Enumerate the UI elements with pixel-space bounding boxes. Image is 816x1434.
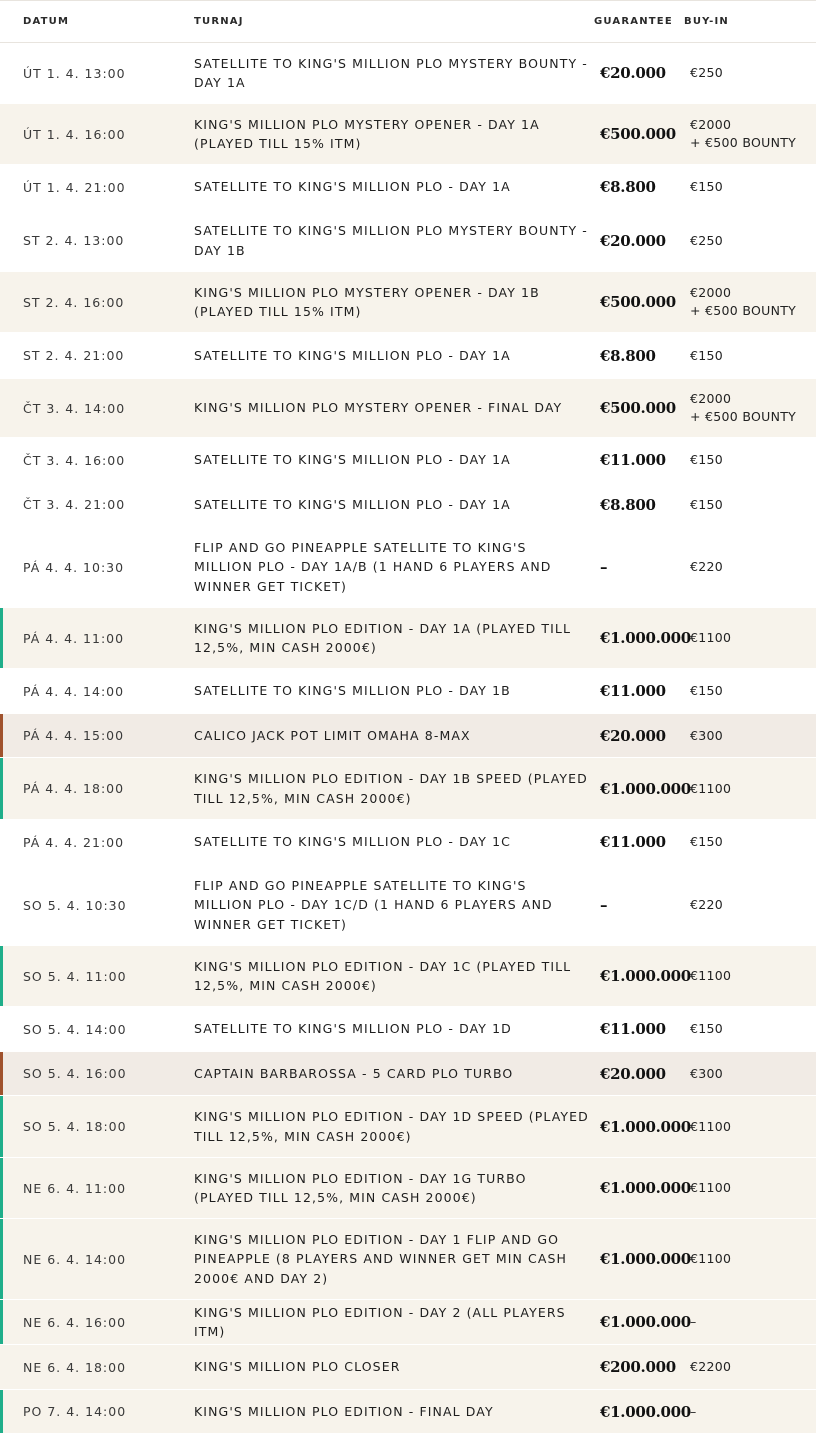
row-buyin-line: – bbox=[690, 1403, 697, 1419]
row-buyin-line: €2000 bbox=[690, 285, 732, 300]
row-guarantee: €20.000 bbox=[600, 726, 666, 745]
row-date: ČT 3. 4. 16:00 bbox=[23, 452, 126, 468]
row-date: NE 6. 4. 14:00 bbox=[23, 1251, 127, 1267]
table-row[interactable] bbox=[0, 165, 816, 210]
table-row[interactable] bbox=[0, 946, 816, 1007]
row-buyin bbox=[690, 1358, 816, 1376]
row-buyin bbox=[690, 780, 816, 798]
row-guarantee: €1.000.000 bbox=[600, 1313, 691, 1331]
row-date: PÁ 4. 4. 21:00 bbox=[23, 834, 125, 850]
row-buyin-line: €250 bbox=[690, 232, 724, 248]
table-row[interactable] bbox=[0, 758, 816, 820]
table-row[interactable] bbox=[0, 43, 816, 104]
row-date: SO 5. 4. 18:00 bbox=[23, 1119, 127, 1134]
table-row[interactable] bbox=[0, 1158, 816, 1219]
row-buyin-line: €1100 bbox=[690, 1180, 732, 1195]
header-guarantee: GUARANTEE bbox=[594, 16, 673, 27]
table-row[interactable] bbox=[0, 333, 816, 379]
row-tournament-name[interactable]: CAPTAIN BARBAROSSA - 5 CARD PLO TURBO bbox=[194, 1065, 514, 1081]
row-date: SO 5. 4. 11:00 bbox=[23, 968, 127, 984]
row-date: NE 6. 4. 18:00 bbox=[23, 1359, 127, 1375]
table-row[interactable] bbox=[0, 1390, 816, 1434]
row-buyin bbox=[690, 629, 816, 647]
row-guarantee: €1.000.000 bbox=[600, 1179, 691, 1197]
row-buyin bbox=[690, 1179, 816, 1197]
row-buyin bbox=[690, 347, 816, 365]
row-tournament-name[interactable]: SATELLITE TO KING'S MILLION PLO MYSTERY BOUNTY - DAY 1B bbox=[194, 223, 588, 258]
row-date: NE 6. 4. 16:00 bbox=[23, 1314, 127, 1330]
row-date: PÁ 4. 4. 15:00 bbox=[23, 728, 125, 743]
row-date: ST 2. 4. 13:00 bbox=[23, 233, 125, 248]
row-tournament-name[interactable]: KING'S MILLION PLO CLOSER bbox=[194, 1359, 401, 1375]
table-row[interactable] bbox=[0, 714, 816, 758]
row-guarantee: – bbox=[600, 896, 608, 914]
row-buyin-line: €150 bbox=[690, 452, 724, 467]
row-date: ČT 3. 4. 14:00 bbox=[23, 400, 126, 416]
row-accent-bar bbox=[0, 1096, 3, 1157]
table-row[interactable] bbox=[0, 210, 816, 272]
row-buyin-line: €220 bbox=[690, 897, 724, 912]
row-tournament-name[interactable]: KING'S MILLION PLO MYSTERY OPENER - DAY 1B (PLAYED TILL 15% ITM) bbox=[194, 284, 540, 319]
row-buyin bbox=[690, 833, 816, 851]
row-buyin-line: €2000 bbox=[690, 391, 732, 406]
row-guarantee: €500.000 bbox=[600, 125, 676, 143]
row-buyin-line: €150 bbox=[690, 834, 724, 849]
row-date: PÁ 4. 4. 18:00 bbox=[23, 781, 125, 796]
row-date: PÁ 4. 4. 10:30 bbox=[23, 559, 125, 575]
header-tournament: TURNAJ bbox=[194, 16, 244, 27]
row-buyin-line: €1100 bbox=[690, 1118, 732, 1134]
row-tournament-name[interactable]: SATELLITE TO KING'S MILLION PLO - DAY 1A bbox=[194, 347, 511, 363]
row-accent-bar bbox=[0, 608, 3, 668]
row-guarantee: €1.000.000 bbox=[600, 967, 691, 985]
table-header bbox=[0, 0, 816, 43]
table-row[interactable] bbox=[0, 104, 816, 165]
row-date: ÚT 1. 4. 21:00 bbox=[23, 179, 126, 195]
table-row[interactable] bbox=[0, 1345, 816, 1390]
row-buyin bbox=[690, 178, 816, 196]
row-buyin bbox=[690, 232, 816, 250]
row-date: ST 2. 4. 21:00 bbox=[23, 348, 125, 363]
row-tournament-name[interactable]: CALICO JACK POT LIMIT OMAHA 8-MAX bbox=[194, 727, 471, 743]
table-row[interactable] bbox=[0, 527, 816, 608]
row-date: SO 5. 4. 14:00 bbox=[23, 1021, 127, 1037]
table-row[interactable] bbox=[0, 1052, 816, 1096]
row-guarantee: €20.000 bbox=[600, 1064, 666, 1083]
row-buyin-line: + €500 BOUNTY bbox=[690, 303, 797, 318]
row-tournament-name[interactable]: KING'S MILLION PLO EDITION - DAY 1 FLIP AND GO PINEAPPLE (8 PLAYERS AND WINNER GET MIN CASH 2000€ AND DAY 2) bbox=[194, 1231, 568, 1286]
row-buyin bbox=[690, 451, 816, 469]
row-buyin-line: €150 bbox=[690, 683, 724, 698]
row-buyin-line: €2000 bbox=[690, 117, 732, 132]
row-accent-bar bbox=[0, 1300, 3, 1344]
row-tournament-name[interactable]: KING'S MILLION PLO EDITION - DAY 2 (ALL PLAYERS ITM) bbox=[194, 1304, 566, 1339]
row-accent-bar bbox=[0, 1158, 3, 1218]
header-date: DATUM bbox=[23, 16, 70, 27]
row-accent-bar bbox=[0, 714, 3, 757]
row-buyin-line: €1100 bbox=[690, 780, 732, 796]
row-date: SO 5. 4. 10:30 bbox=[23, 897, 127, 913]
row-tournament-name[interactable]: KING'S MILLION PLO EDITION - DAY 1B SPEED (PLAYED TILL 12,5%, MIN CASH 2000€) bbox=[194, 771, 588, 806]
row-tournament-name[interactable]: FLIP AND GO PINEAPPLE SATELLITE TO KING'S MILLION PLO - DAY 1C/D (1 HAND 6 PLAYERS AND WINNER GET TICKET) bbox=[194, 877, 553, 932]
row-guarantee: €1.000.000 bbox=[600, 629, 691, 647]
table-row[interactable] bbox=[0, 379, 816, 438]
row-accent-bar bbox=[0, 946, 3, 1006]
row-date: PO 7. 4. 14:00 bbox=[23, 1404, 127, 1419]
row-tournament-name[interactable]: SATELLITE TO KING'S MILLION PLO - DAY 1D bbox=[194, 1021, 512, 1037]
row-buyin-line: + €500 BOUNTY bbox=[690, 135, 797, 150]
row-buyin bbox=[690, 1250, 816, 1268]
table-row[interactable] bbox=[0, 272, 816, 333]
row-accent-bar bbox=[0, 1052, 3, 1095]
table-row[interactable] bbox=[0, 1096, 816, 1158]
row-buyin-line: €150 bbox=[690, 179, 724, 194]
row-buyin bbox=[690, 1403, 816, 1421]
row-tournament-name[interactable]: KING'S MILLION PLO MYSTERY OPENER - DAY 1A (PLAYED TILL 15% ITM) bbox=[194, 116, 540, 151]
row-buyin bbox=[690, 1118, 816, 1136]
row-guarantee: €8.800 bbox=[600, 178, 656, 196]
row-guarantee: €8.800 bbox=[600, 346, 656, 365]
row-guarantee: €1.000.000 bbox=[600, 1250, 691, 1268]
row-guarantee: €11.000 bbox=[600, 1020, 666, 1038]
table-row[interactable] bbox=[0, 669, 816, 714]
row-date: ČT 3. 4. 21:00 bbox=[23, 497, 126, 512]
table-row[interactable] bbox=[0, 483, 816, 527]
row-buyin-line: €150 bbox=[690, 347, 724, 363]
row-buyin-line: + €500 BOUNTY bbox=[690, 409, 797, 424]
row-buyin bbox=[690, 896, 816, 914]
table-body bbox=[0, 43, 816, 1434]
row-buyin bbox=[690, 284, 816, 320]
header-buyin: BUY-IN bbox=[684, 16, 729, 27]
row-guarantee: €8.800 bbox=[600, 495, 656, 514]
row-date: ÚT 1. 4. 16:00 bbox=[23, 126, 126, 142]
row-buyin-line: – bbox=[690, 1314, 697, 1329]
row-guarantee: €500.000 bbox=[600, 293, 676, 311]
row-tournament-name[interactable]: KING'S MILLION PLO EDITION - DAY 1G TURBO (PLAYED TILL 12,5%, MIN CASH 2000€) bbox=[194, 1170, 527, 1205]
row-buyin bbox=[690, 727, 816, 745]
row-buyin bbox=[690, 558, 816, 576]
row-guarantee: €11.000 bbox=[600, 833, 666, 851]
row-buyin-line: €2200 bbox=[690, 1359, 732, 1374]
row-date: SO 5. 4. 16:00 bbox=[23, 1066, 127, 1081]
table-row[interactable] bbox=[0, 438, 816, 483]
row-date: ÚT 1. 4. 13:00 bbox=[23, 65, 126, 81]
row-date: NE 6. 4. 11:00 bbox=[23, 1180, 127, 1196]
row-buyin-line: €1100 bbox=[690, 1251, 732, 1266]
row-buyin bbox=[690, 116, 816, 152]
row-tournament-name[interactable]: SATELLITE TO KING'S MILLION PLO - DAY 1C bbox=[194, 834, 511, 850]
table-row[interactable] bbox=[0, 1300, 816, 1345]
row-guarantee: €1.000.000 bbox=[600, 1402, 691, 1421]
row-buyin bbox=[690, 1020, 816, 1038]
table-row[interactable] bbox=[0, 820, 816, 865]
row-guarantee: €1.000.000 bbox=[600, 779, 691, 798]
row-date: ST 2. 4. 16:00 bbox=[23, 294, 125, 310]
row-guarantee: €11.000 bbox=[600, 682, 666, 700]
row-buyin-line: €1100 bbox=[690, 968, 732, 983]
row-accent-bar bbox=[0, 758, 3, 819]
row-buyin bbox=[690, 64, 816, 82]
row-buyin bbox=[690, 496, 816, 514]
row-buyin bbox=[690, 1313, 816, 1331]
row-tournament-name[interactable]: SATELLITE TO KING'S MILLION PLO - DAY 1A bbox=[194, 496, 511, 512]
row-buyin-line: €250 bbox=[690, 65, 724, 80]
row-date: PÁ 4. 4. 11:00 bbox=[23, 630, 125, 646]
row-tournament-name[interactable]: KING'S MILLION PLO EDITION - DAY 1C (PLAYED TILL 12,5%, MIN CASH 2000€) bbox=[194, 958, 572, 993]
row-buyin-line: €150 bbox=[690, 1021, 724, 1036]
row-buyin-line: €150 bbox=[690, 496, 724, 512]
row-buyin-line: €1100 bbox=[690, 630, 732, 645]
row-tournament-name[interactable]: KING'S MILLION PLO EDITION - DAY 1D SPEED (PLAYED TILL 12,5%, MIN CASH 2000€) bbox=[194, 1109, 589, 1144]
row-buyin-line: €300 bbox=[690, 727, 724, 743]
row-guarantee: €1.000.000 bbox=[600, 1117, 691, 1136]
row-tournament-name[interactable]: SATELLITE TO KING'S MILLION PLO - DAY 1A bbox=[194, 179, 511, 195]
row-accent-bar bbox=[0, 1390, 3, 1433]
row-tournament-name[interactable]: FLIP AND GO PINEAPPLE SATELLITE TO KING'S MILLION PLO - DAY 1A/B (1 HAND 6 PLAYERS AND WINNER GET TICKET) bbox=[194, 539, 552, 594]
table-row[interactable] bbox=[0, 865, 816, 946]
table-row[interactable] bbox=[0, 1007, 816, 1052]
row-buyin bbox=[690, 390, 816, 426]
row-buyin bbox=[690, 967, 816, 985]
table-row[interactable] bbox=[0, 1219, 816, 1300]
row-guarantee: €500.000 bbox=[600, 399, 676, 417]
row-tournament-name[interactable]: SATELLITE TO KING'S MILLION PLO MYSTERY BOUNTY - DAY 1A bbox=[194, 55, 588, 90]
row-buyin bbox=[690, 1065, 816, 1083]
row-accent-bar bbox=[0, 1219, 3, 1299]
row-tournament-name[interactable]: KING'S MILLION PLO EDITION - FINAL DAY bbox=[194, 1403, 494, 1419]
table-row[interactable] bbox=[0, 608, 816, 669]
row-tournament-name[interactable]: KING'S MILLION PLO EDITION - DAY 1A (PLAYED TILL 12,5%, MIN CASH 2000€) bbox=[194, 620, 572, 655]
row-buyin-line: €220 bbox=[690, 559, 724, 574]
row-tournament-name[interactable]: KING'S MILLION PLO MYSTERY OPENER - FINAL DAY bbox=[194, 400, 563, 416]
row-guarantee: €20.000 bbox=[600, 231, 666, 250]
row-guarantee: €20.000 bbox=[600, 64, 666, 82]
row-buyin-line: €300 bbox=[690, 1065, 724, 1081]
row-buyin bbox=[690, 682, 816, 700]
row-date: PÁ 4. 4. 14:00 bbox=[23, 683, 125, 699]
row-tournament-name[interactable]: SATELLITE TO KING'S MILLION PLO - DAY 1B bbox=[194, 683, 511, 699]
row-tournament-name[interactable]: SATELLITE TO KING'S MILLION PLO - DAY 1A bbox=[194, 452, 511, 468]
row-guarantee: €11.000 bbox=[600, 451, 666, 469]
row-guarantee: – bbox=[600, 558, 608, 576]
row-guarantee: €200.000 bbox=[600, 1358, 676, 1376]
